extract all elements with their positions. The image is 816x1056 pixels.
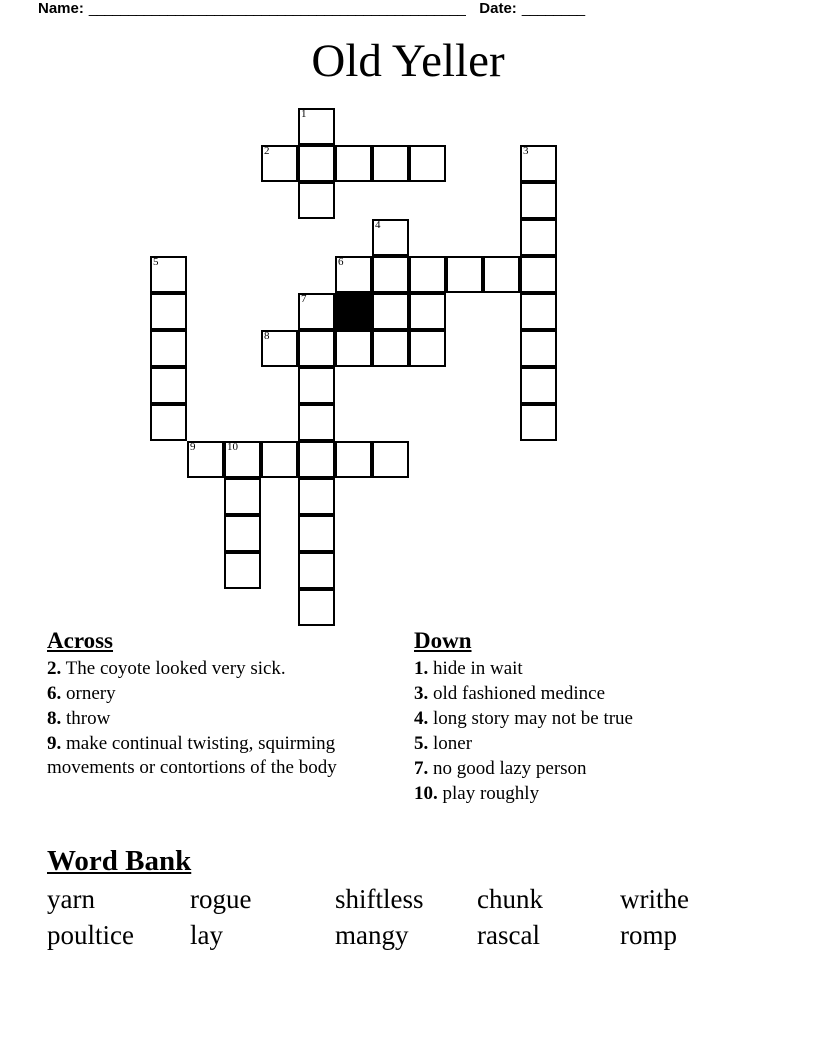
word-bank-word[interactable]: rascal — [477, 919, 540, 950]
grid-cell[interactable] — [520, 293, 557, 330]
word-bank-word[interactable]: poultice — [47, 919, 134, 950]
grid-cell[interactable] — [372, 330, 409, 367]
grid-cell[interactable] — [298, 293, 335, 330]
grid-cell[interactable] — [409, 330, 446, 367]
grid-cell[interactable] — [187, 441, 224, 478]
name-blank-line[interactable]: ________________________________________________ — [88, 0, 466, 17]
grid-cell[interactable] — [224, 441, 261, 478]
grid-cell[interactable] — [409, 145, 446, 182]
word-bank-word[interactable]: lay — [190, 919, 223, 950]
down-clue — [414, 782, 774, 806]
down-clue — [414, 757, 774, 781]
word-bank-row — [47, 882, 777, 918]
grid-cell-number: 7 — [301, 293, 307, 305]
grid-cell[interactable] — [298, 589, 335, 626]
word-bank-word[interactable]: rogue — [190, 884, 252, 915]
down-clue-number: 10. — [414, 783, 438, 805]
word-bank-heading: Word Bank — [47, 845, 192, 877]
across-clue-number: 2. — [47, 658, 62, 680]
down-clue-number: 3. — [414, 683, 429, 705]
grid-cell-blocked — [335, 293, 372, 330]
down-clue-text: hide in wait — [428, 658, 523, 680]
down-clues-column — [414, 628, 774, 807]
down-clue-list — [414, 657, 774, 806]
down-clue-text: play roughly — [437, 783, 540, 805]
grid-cell[interactable] — [298, 441, 335, 478]
grid-cell-number: 10 — [227, 441, 238, 453]
grid-cell[interactable] — [483, 256, 520, 293]
grid-cell[interactable] — [372, 145, 409, 182]
grid-cell-number: 5 — [153, 256, 159, 268]
down-clue — [414, 707, 774, 731]
grid-cell[interactable] — [298, 145, 335, 182]
date-blank-line[interactable]: ________ — [521, 0, 585, 17]
down-clue-number: 5. — [414, 733, 429, 755]
word-bank-rows — [47, 882, 777, 953]
grid-cell[interactable] — [150, 256, 187, 293]
grid-cell[interactable] — [224, 515, 261, 552]
across-clue-number: 8. — [47, 708, 62, 730]
grid-cell[interactable] — [409, 256, 446, 293]
across-clue-text: The coyote looked very sick. — [61, 658, 286, 680]
grid-cell[interactable] — [372, 256, 409, 293]
across-clue-number: 6. — [47, 683, 62, 705]
word-bank-word[interactable]: yarn — [47, 884, 95, 915]
date-label: Date: — [479, 0, 517, 17]
grid-cell[interactable] — [520, 367, 557, 404]
grid-cell-number: 9 — [190, 441, 196, 453]
grid-cell[interactable] — [224, 552, 261, 589]
grid-cell-number: 1 — [301, 108, 307, 120]
down-clue-text: old fashioned medince — [428, 683, 606, 705]
across-clue-number: 9. — [47, 733, 62, 755]
grid-cell[interactable] — [150, 404, 187, 441]
down-clue-number: 7. — [414, 758, 429, 780]
grid-cell[interactable] — [335, 145, 372, 182]
across-clue — [47, 732, 402, 780]
grid-cell[interactable] — [298, 515, 335, 552]
grid-cell[interactable] — [335, 441, 372, 478]
down-clue-text: no good lazy person — [428, 758, 587, 780]
page-title: Old Yeller — [311, 35, 505, 87]
grid-cell[interactable] — [261, 441, 298, 478]
across-clue — [47, 707, 402, 731]
grid-cell[interactable] — [261, 330, 298, 367]
grid-cell[interactable] — [520, 404, 557, 441]
word-bank-word[interactable]: chunk — [477, 884, 543, 915]
across-clue-text: ornery — [61, 683, 116, 705]
grid-cell[interactable] — [335, 256, 372, 293]
grid-cell[interactable] — [520, 182, 557, 219]
grid-cell-number: 4 — [375, 219, 381, 231]
grid-cell[interactable] — [335, 330, 372, 367]
grid-cell[interactable] — [372, 219, 409, 256]
grid-cell[interactable] — [298, 182, 335, 219]
grid-cell-number: 2 — [264, 145, 270, 157]
grid-cell[interactable] — [372, 293, 409, 330]
word-bank-word[interactable]: shiftless — [335, 884, 424, 915]
across-clue — [47, 682, 402, 706]
grid-cell[interactable] — [298, 108, 335, 145]
grid-cell[interactable] — [261, 145, 298, 182]
across-clue — [47, 657, 402, 681]
word-bank-row — [47, 918, 777, 954]
grid-cell[interactable] — [298, 478, 335, 515]
grid-cell[interactable] — [520, 256, 557, 293]
across-clue-text: make continual twisting, squirming movements or contortions of the body — [47, 733, 337, 779]
across-clues-column — [47, 628, 402, 781]
down-heading: Down — [414, 628, 472, 653]
grid-cell[interactable] — [446, 256, 483, 293]
grid-cell-number: 8 — [264, 330, 270, 342]
word-bank-word[interactable]: mangy — [335, 919, 409, 950]
grid-cell[interactable] — [298, 404, 335, 441]
down-clue — [414, 732, 774, 756]
grid-cell-number: 6 — [338, 256, 344, 268]
grid-cell[interactable] — [298, 330, 335, 367]
grid-cell[interactable] — [409, 293, 446, 330]
grid-cell[interactable] — [520, 145, 557, 182]
across-clue-list — [47, 657, 402, 780]
grid-cell[interactable] — [298, 552, 335, 589]
across-clue-text: throw — [61, 708, 111, 730]
grid-cell[interactable] — [150, 330, 187, 367]
name-label: Name: — [38, 0, 84, 17]
down-clue-text: long story may not be true — [428, 708, 633, 730]
grid-cell[interactable] — [520, 219, 557, 256]
grid-cell[interactable] — [150, 367, 187, 404]
word-bank-section — [47, 845, 777, 954]
word-bank-word[interactable]: writhe — [620, 884, 689, 915]
across-heading: Across — [47, 628, 114, 653]
down-clue-text: loner — [428, 733, 473, 755]
grid-cell[interactable] — [520, 330, 557, 367]
down-clue — [414, 682, 774, 706]
word-bank-word[interactable]: romp — [620, 919, 677, 950]
grid-cell[interactable] — [298, 367, 335, 404]
down-clue-number: 4. — [414, 708, 429, 730]
down-clue-number: 1. — [414, 658, 429, 680]
grid-cell-number: 3 — [523, 145, 529, 157]
grid-cell[interactable] — [224, 478, 261, 515]
grid-cell[interactable] — [372, 441, 409, 478]
grid-cell[interactable] — [150, 293, 187, 330]
down-clue — [414, 657, 774, 681]
